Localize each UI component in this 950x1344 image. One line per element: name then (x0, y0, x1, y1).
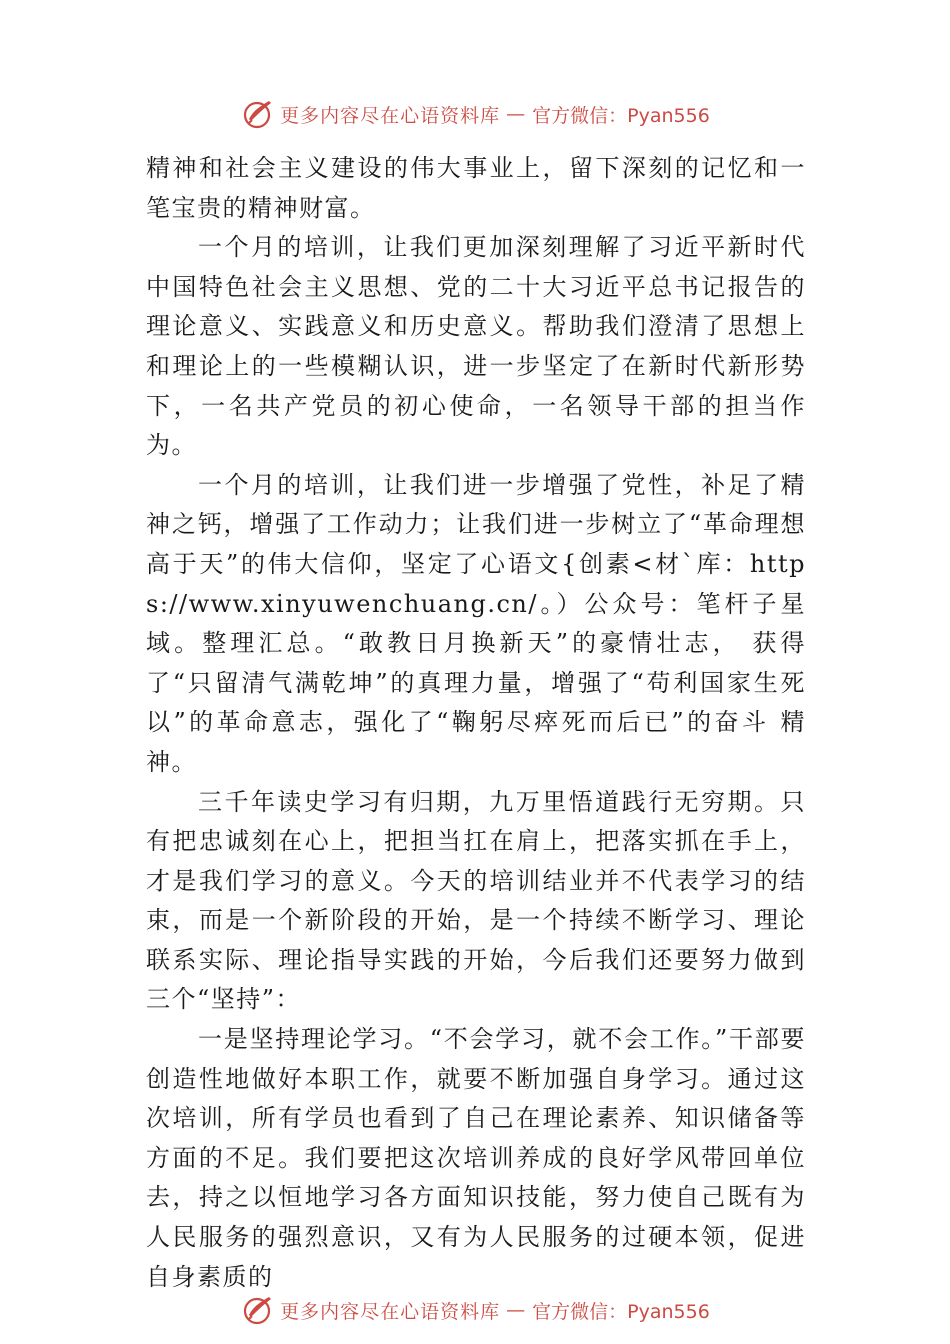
document-body (146, 149, 806, 1297)
paragraph: 一是坚持理论学习。“不会学习，就不会工作。”干部要创造性地做好本职工作，就要不断加强自身学习。通过这次培训，所有学员也看到了自己在理论素养、知识储备等方面的不足。我们要把这次培训养成的良好学风带回单位去，持之以恒地学习各方面知识技能，努力使自己既有为人民服务的强烈意识，又有为人民服务的过硬本领，促进自身素质的 (146, 1025, 806, 1291)
banner-separator: — (506, 1299, 527, 1321)
banner-separator: — (506, 103, 527, 125)
paragraph: 精神和社会主义建设的伟大事业上，留下深刻的记忆和一笔宝贵的精神财富。 (146, 154, 806, 222)
pen-seal-logo-icon (240, 97, 274, 131)
paragraph: 三千年读史学习有归期，九万里悟道践行无穷期。只有把忠诚刻在心上，把担当扛在肩上，把落实抓在手上，才是我们学习的意义。今天的培训结业并不代表学习的结束，而是一个新阶段的开始，是一个持续不断学习、理论联系实际、理论指导实践的开始，今后我们还要努力做到三个“坚持”： (146, 787, 806, 1014)
paragraph: 一个月的培训，让我们更加深刻理解了习近平新时代中国特色社会主义思想、党的二十大习近平总书记报告的理论意义、实践意义和历史意义。帮助我们澄清了思想上和理论上的一些模糊认识，进一步坚定了在新时代新形势下，一名共产党员的初心使命，一名领导干部的担当作为。 (146, 233, 806, 460)
banner-brand-text: 更多内容尽在心语资料库 (280, 1300, 501, 1323)
paragraph: 一个月的培训，让我们进一步增强了党性，补足了精神之钙，增强了工作动力；让我们进一步树立了“革命理想高于天”的伟大信仰，坚定了心语文{创素<材`库：https://www.xinyuwenchuang.cn/。）公众号：笔杆子星域。整理汇总。“敢教日月换新天”的豪情壮志， 获得了“只留清气满乾坤”的真理力量，增强了“苟利国家生死以”的革命意志，强化了“鞠躬尽瘁死而后已”的奋斗 精神。 (146, 470, 806, 776)
banner-wechat-text: 官方微信：Pyan556 (532, 104, 710, 127)
pen-seal-logo-icon (240, 1293, 274, 1327)
banner-brand-text: 更多内容尽在心语资料库 (280, 104, 501, 127)
banner-wechat-text: 官方微信：Pyan556 (532, 1300, 710, 1323)
header-banner (0, 94, 950, 134)
footer-banner (0, 1290, 950, 1330)
